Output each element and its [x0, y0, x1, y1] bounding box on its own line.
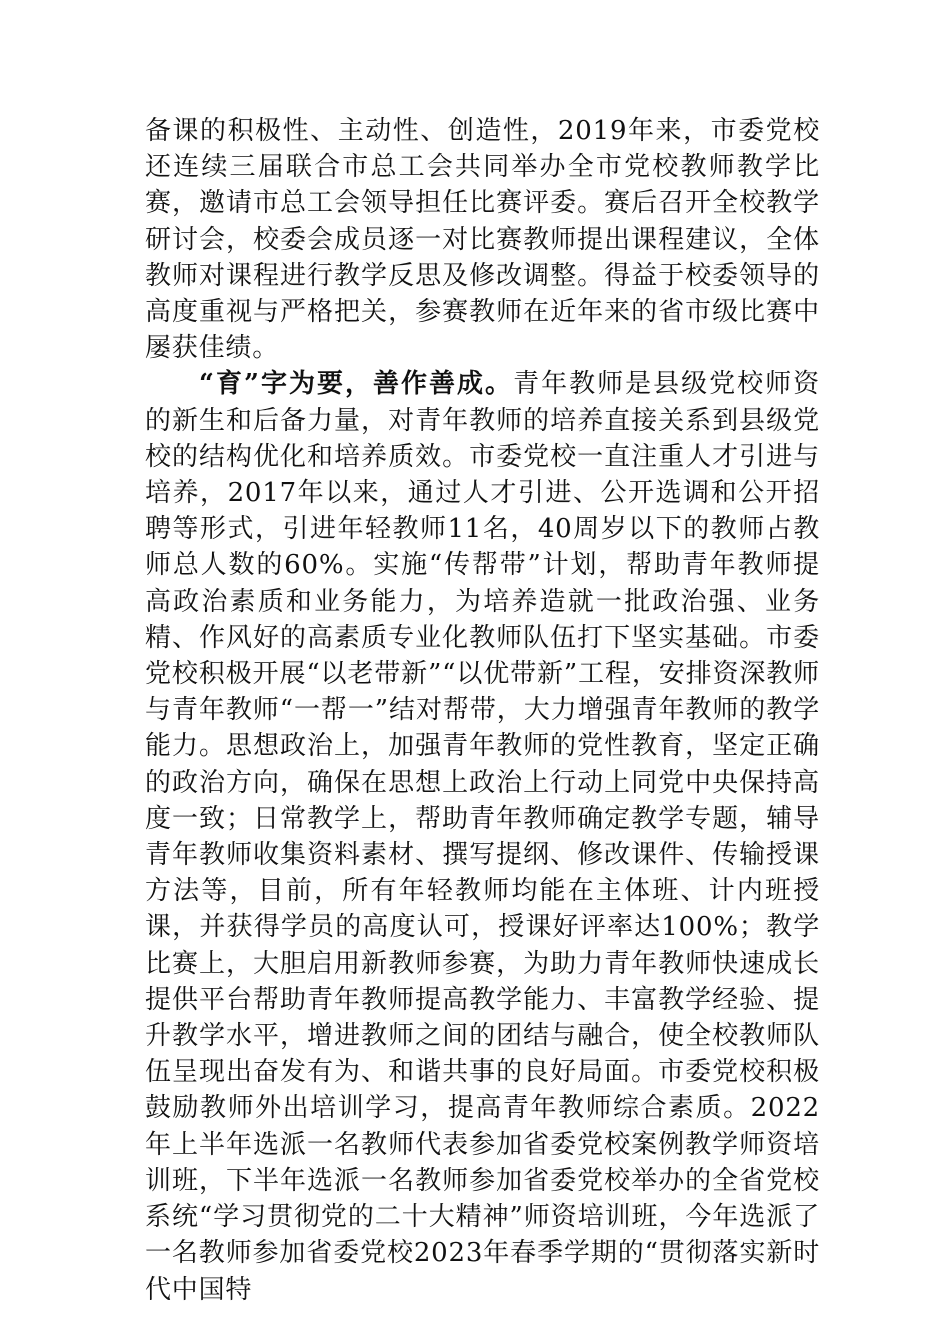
document-body	[145, 113, 820, 1308]
paragraph-continued: 备课的积极性、主动性、创造性，2019年来，市委党校还连续三届联合市总工会共同举办全市党校教师教学比赛，邀请市总工会领导担任比赛评委。赛后召开全校教学研讨会，校委会成员逐一对比赛教师提出课程建议，全体教师对课程进行教学反思及修改调整。得益于校委领导的高度重视与严格把关，参赛教师在近年来的省市级比赛中屡获佳绩。	[145, 116, 820, 364]
paragraph-heading-lead: “育”字为要，善作善成。	[199, 369, 514, 400]
paragraph-youth-teachers	[145, 366, 820, 1307]
paragraph-body-text: 青年教师是县级党校师资的新生和后备力量，对青年教师的培养直接关系到县级党校的结构优化和培养质效。市委党校一直注重人才引进与培养，2017年以来，通过人才引进、公开选调和公开招聘等形式，引进年轻教师11名，40周岁以下的教师占教师总人数的60%。实施“传帮带”计划，帮助青年教师提高政治素质和业务能力，为培养造就一批政治强、业务精、作风好的高素质专业化教师队伍打下坚实基础。市委党校积极开展“以老带新”“以优带新”工程，安排资深教师与青年教师“一帮一”结对帮带，大力增强青年教师的教学能力。思想政治上，加强青年教师的党性教育，坚定正确的政治方向，确保在思想上政治上行动上同党中央保持高度一致；日常教学上，帮助青年教师确定教学专题，辅导青年教师收集资料素材、撰写提纲、修改课件、传输授课方法等，目前，所有年轻教师均能在主体班、计内班授课，并获得学员的高度认可，授课好评率达100%；教学比赛上，大胆启用新教师参赛，为助力青年教师快速成长提供平台帮助青年教师提高教学能力、丰富教学经验、提升教学水平，增进教师之间的团结与融合，使全校教师队伍呈现出奋发有为、和谐共事的良好局面。市委党校积极鼓励教师外出培训学习，提高青年教师综合素质。2022年上半年选派一名教师代表参加省委党校案例教学师资培训班，下半年选派一名教师参加省委党校举办的全省党校系统“学习贯彻党的二十大精神”师资培训班，今年选派了一名教师参加省委党校2023年春季学期的“贯彻落实新时代中国特	[145, 369, 820, 1305]
